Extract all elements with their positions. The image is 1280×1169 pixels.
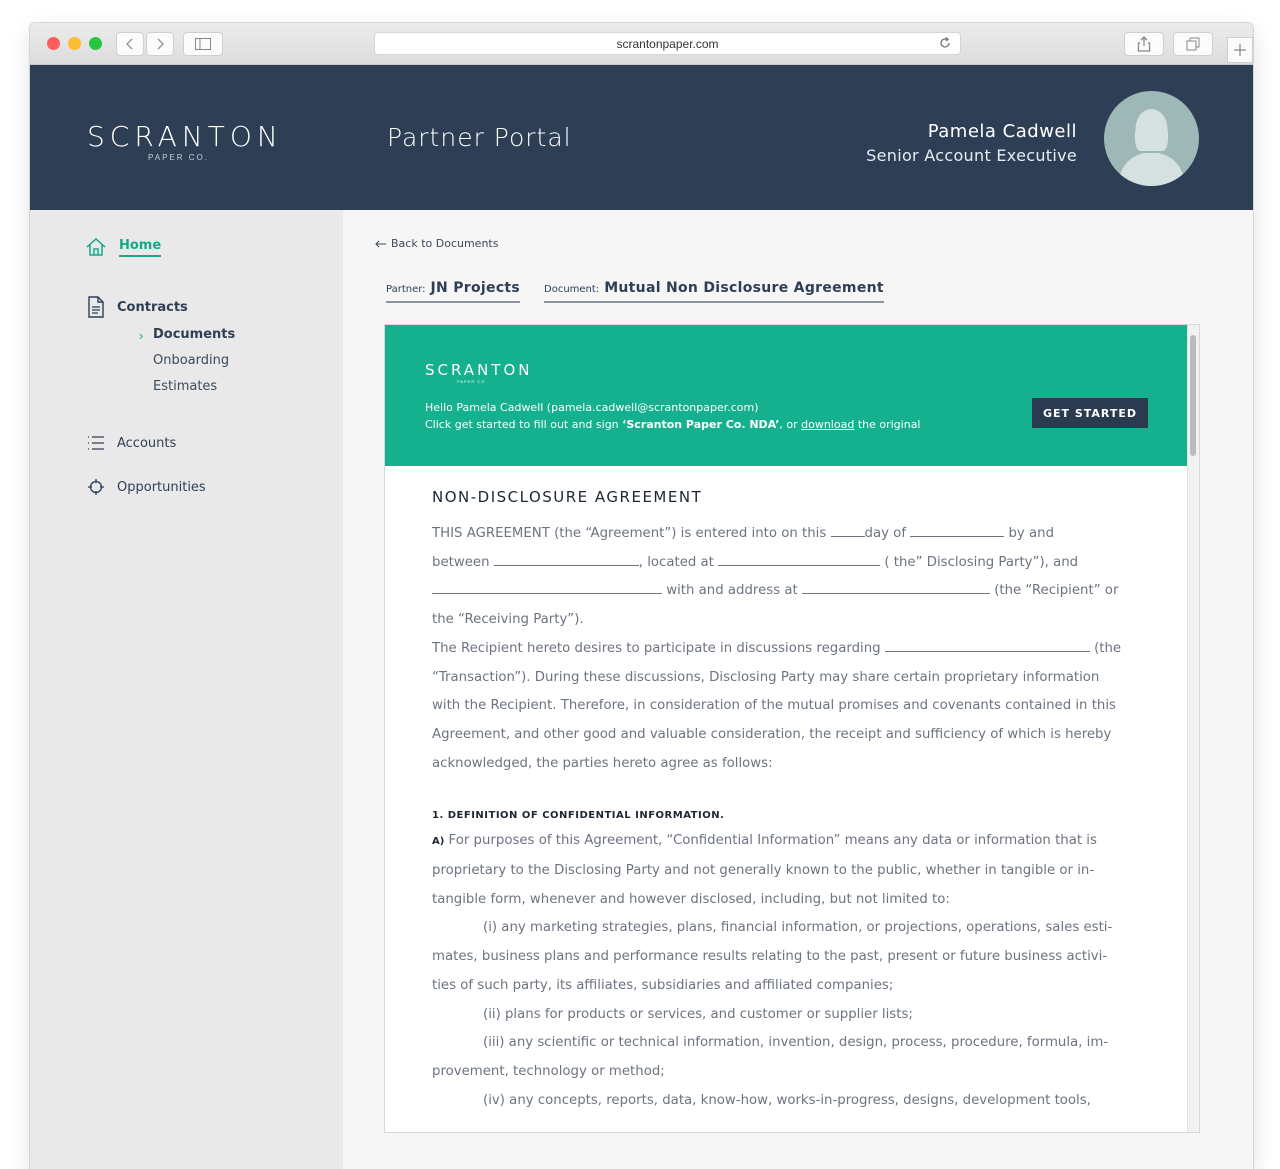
- back-to-documents-link[interactable]: [375, 237, 498, 250]
- agreement-line: tangible form, whenever and however disclosed, including, but not limited to:: [432, 891, 950, 907]
- doc-text: between: [432, 554, 494, 570]
- doc-text: by and: [1004, 526, 1055, 541]
- document-title: NON-DISCLOSURE AGREEMENT: [432, 488, 703, 506]
- portal-header: [30, 65, 1253, 210]
- sidebar-item-label: Contracts: [117, 299, 188, 315]
- signing-banner: [385, 325, 1187, 466]
- url-text: scrantonpaper.com: [616, 36, 719, 51]
- document-viewer[interactable]: [384, 324, 1200, 1133]
- maximize-window-button[interactable]: [89, 37, 102, 50]
- sidebar-toggle-icon: [195, 38, 211, 50]
- document-value: Mutual Non Disclosure Agreement: [604, 280, 884, 296]
- browser-window: [30, 23, 1253, 1169]
- download-link[interactable]: download: [801, 418, 855, 431]
- agreement-line: Agreement, and other good and valuable consideration, the receipt and sufficiency of which is hereby: [432, 726, 1112, 742]
- doc-text: For purposes of this Agreement, “Confidential Information” means any data or information that is: [444, 833, 1097, 849]
- minimize-window-button[interactable]: [68, 37, 81, 50]
- agreement-line: provement, technology or method;: [432, 1063, 665, 1079]
- share-icon: [1137, 36, 1151, 52]
- agreement-line: [432, 577, 1152, 606]
- fill-blank-party[interactable]: [494, 565, 639, 566]
- crosshair-icon: [85, 476, 107, 498]
- get-started-button[interactable]: GET STARTED: [1032, 398, 1148, 428]
- chevron-right-icon: [155, 37, 165, 51]
- scranton-logo[interactable]: SCRANTON: [87, 120, 283, 153]
- reload-icon[interactable]: [938, 36, 952, 50]
- sidebar-item-label: Opportunities: [117, 479, 206, 495]
- scrollbar-thumb[interactable]: [1190, 335, 1196, 456]
- doc-text: The Recipient hereto desires to participate in discussions regarding: [432, 640, 885, 656]
- agreement-line: [432, 549, 1152, 578]
- doc-text: , located at: [638, 554, 719, 570]
- scranton-logo-subtitle: PAPER CO.: [148, 153, 209, 162]
- banner-logo-subtitle: PAPER CO.: [457, 379, 488, 384]
- document-tab[interactable]: [544, 280, 884, 303]
- agreement-line: ties of such party, its affiliates, subsidiaries and affiliated companies;: [432, 977, 894, 993]
- user-name: Pamela Cadwell: [927, 121, 1077, 142]
- banner-logo: SCRANTON: [425, 361, 533, 379]
- fill-blank-transaction[interactable]: [885, 651, 1090, 652]
- doc-text: (the: [1089, 640, 1122, 656]
- back-arrow-icon: [375, 240, 387, 248]
- chevron-left-icon: [125, 37, 135, 51]
- list-icon: [85, 432, 107, 454]
- agreement-line: [432, 827, 1152, 857]
- agreement-line: (ii) plans for products or services, and customer or supplier lists;: [483, 1006, 913, 1022]
- document-body: [432, 488, 1152, 1115]
- document-name: ‘Scranton Paper Co. NDA’: [622, 418, 780, 431]
- doc-text: with and address at: [662, 583, 802, 599]
- fill-blank-address[interactable]: [802, 593, 990, 594]
- chevron-right-icon: ›: [139, 328, 144, 343]
- agreement-line: mates, business plans and performance results relating to the past, present or future business activi-: [432, 949, 1108, 965]
- sidebar-subitem-documents[interactable]: Documents: [153, 327, 236, 342]
- back-link-label: Back to Documents: [391, 237, 499, 250]
- fill-blank-location[interactable]: [718, 565, 880, 566]
- agreement-line: with the Recipient. Therefore, in consideration of the mutual promises and covenants contained in this: [432, 698, 1116, 714]
- agreement-line: (i) any marketing strategies, plans, financial information, or projections, operations, sales esti-: [483, 920, 1113, 936]
- agreement-line: acknowledged, the parties hereto agree as follows:: [432, 755, 773, 771]
- sidebar-item-label: Accounts: [117, 435, 177, 451]
- browser-titlebar: [30, 23, 1253, 65]
- banner-text: , or: [779, 418, 802, 431]
- plus-icon: [1234, 44, 1246, 56]
- avatar[interactable]: [1104, 91, 1199, 186]
- partner-value: JN Projects: [430, 280, 521, 296]
- agreement-line: “Transaction”). During these discussions, Disclosing Party may share certain proprietary information: [432, 669, 1100, 685]
- home-icon: [85, 236, 107, 258]
- doc-text: day of: [864, 526, 911, 541]
- fill-blank-day[interactable]: [831, 536, 865, 537]
- avatar-silhouette-icon: [1104, 91, 1199, 186]
- forward-button[interactable]: [146, 32, 174, 56]
- share-button[interactable]: [1124, 32, 1164, 56]
- clause-label: A): [432, 836, 445, 848]
- agreement-line: (iii) any scientific or technical information, invention, design, process, procedure, formula, im-: [483, 1035, 1109, 1051]
- back-button[interactable]: [116, 32, 144, 56]
- doc-text: THIS AGREEMENT (the “Agreement”) is entered into on this: [432, 526, 831, 541]
- agreement-line: (iv) any concepts, reports, data, know-how, works-in-progress, designs, development tools,: [483, 1092, 1091, 1108]
- sidebar-item-home[interactable]: [85, 236, 161, 258]
- tabs-button[interactable]: [1173, 32, 1213, 56]
- address-bar[interactable]: [374, 32, 961, 55]
- banner-text: the original: [854, 418, 921, 431]
- partner-tab[interactable]: [386, 280, 520, 303]
- document-label: Document:: [544, 284, 600, 295]
- sidebar: [30, 210, 343, 1169]
- user-role: Senior Account Executive: [866, 146, 1077, 165]
- partner-label: Partner:: [386, 284, 426, 295]
- sidebar-item-accounts[interactable]: [85, 432, 176, 454]
- section-heading: 1. DEFINITION OF CONFIDENTIAL INFORMATION.: [432, 810, 725, 822]
- banner-greeting: Hello Pamela Cadwell (pamela.cadwell@scrantonpaper.com): [425, 401, 759, 414]
- doc-text: ( the” Disclosing Party”), and: [880, 554, 1079, 570]
- sidebar-item-contracts[interactable]: [85, 296, 188, 318]
- sidebar-toggle-button[interactable]: [183, 32, 223, 56]
- main-content: [343, 210, 1253, 1169]
- sidebar-item-opportunities[interactable]: [85, 476, 206, 498]
- tabs-icon: [1186, 37, 1200, 51]
- page-title: Partner Portal: [387, 123, 572, 152]
- fill-blank-recipient[interactable]: [432, 593, 662, 594]
- sidebar-subitem-estimates[interactable]: Estimates: [153, 379, 218, 394]
- agreement-line: the “Receiving Party”).: [432, 612, 584, 628]
- agreement-line: proprietary to the Disclosing Party and not generally known to the public, whether in tangible or in-: [432, 863, 1095, 879]
- agreement-line: [432, 520, 1152, 549]
- document-icon: [85, 296, 107, 318]
- sidebar-subitem-onboarding[interactable]: Onboarding: [153, 353, 230, 368]
- close-window-button[interactable]: [47, 37, 60, 50]
- doc-text: (the “Recipient” or: [989, 583, 1119, 599]
- banner-text: Click get started to fill out and sign: [425, 418, 623, 431]
- agreement-line: [432, 635, 1152, 664]
- banner-instructions: [425, 418, 921, 431]
- fill-blank-month[interactable]: [910, 536, 1004, 537]
- sidebar-item-label: Home: [119, 238, 161, 257]
- new-tab-button[interactable]: [1227, 37, 1253, 63]
